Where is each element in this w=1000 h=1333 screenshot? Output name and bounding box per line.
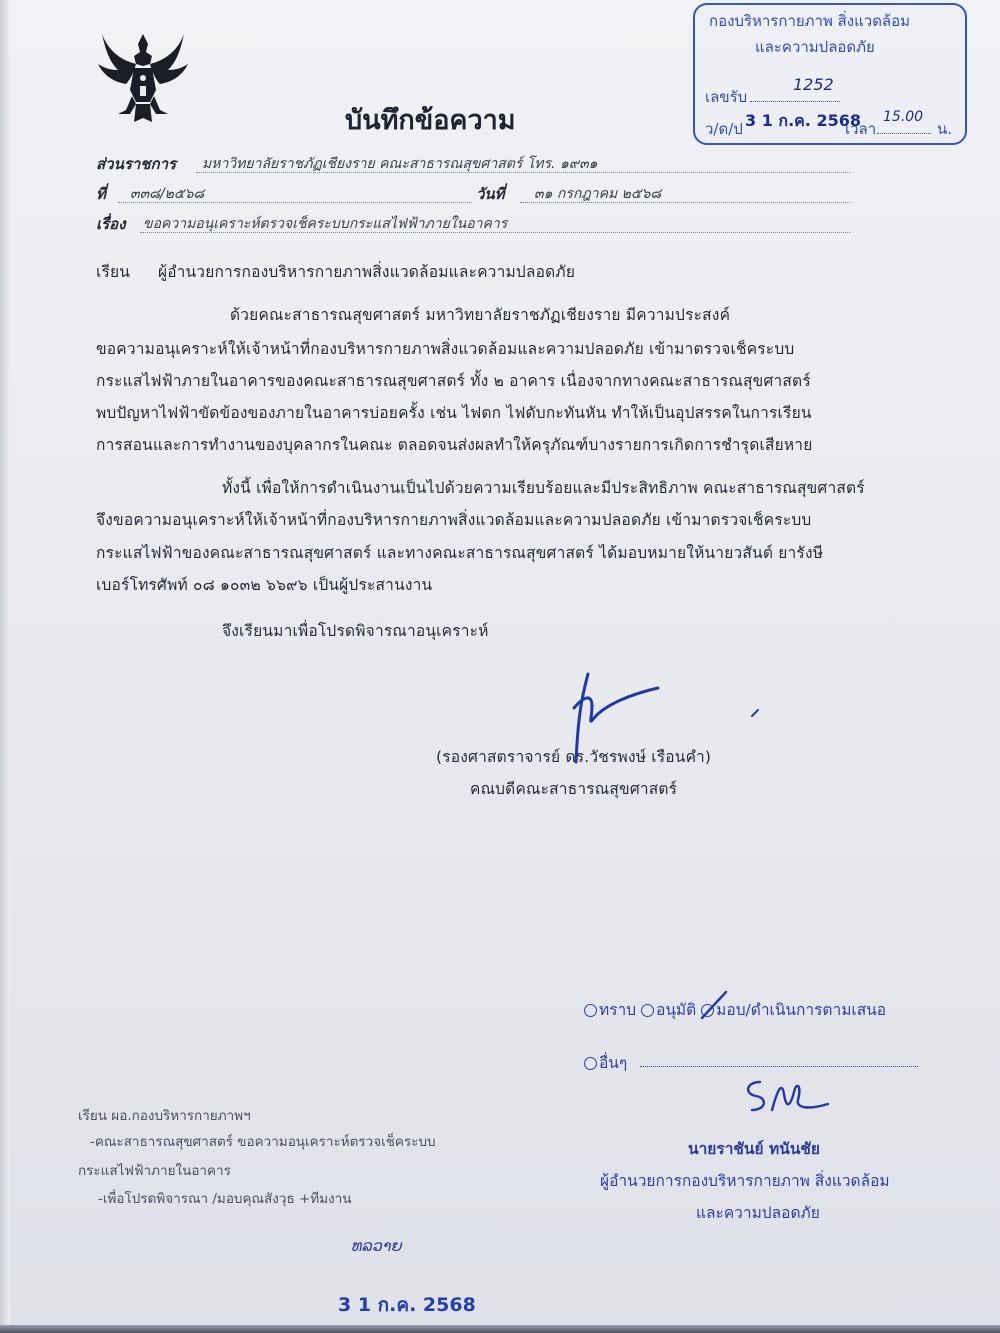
- stamp-time-label: เวลา: [845, 120, 877, 138]
- stamp-dept-line2: และความปลอดภัย: [755, 38, 875, 56]
- page-title: บันทึกข้อความ: [345, 105, 516, 136]
- stamp-time-dots: [877, 133, 931, 134]
- option-assign: มอบ/ดำเนินการตามเสนอ: [716, 1001, 887, 1019]
- stamp-time-value: 15.00: [883, 109, 924, 125]
- option-approve: อนุมัติ: [656, 1001, 697, 1019]
- director-name: นายราชันย์ ทนันชัย: [688, 1140, 821, 1158]
- dept-dots: [196, 172, 850, 173]
- subject-value: ขอความอนุเคราะห์ตรวจเช็คระบบกระแสไฟฟ้าภายในอาคาร: [143, 216, 508, 232]
- stamp-receipt-number: 1252: [793, 75, 834, 94]
- ink-mark: [750, 706, 762, 718]
- paragraph-2-line-4: เบอร์โทรศัพท์ ๐๘ ๑๐๓๒ ๖๖๙๖ เป็นผู้ประสานงาน: [96, 576, 433, 594]
- paragraph-1-line-4: พบปัญหาไฟฟ้าขัดข้องของภายในอาคารบ่อยครั้ง เช่น ไฟตก ไฟดับกะทันหัน ทำให้เป็นอุปสรรคในการเรียน: [96, 404, 812, 422]
- paragraph-1-line-1: ด้วยคณะสาธารณสุขศาสตร์ มหาวิทยาลัยราชภัฏเชียงราย มีความประสงค์: [230, 306, 731, 324]
- paragraph-2-line-2: จึงขอความอนุเคราะห์ให้เจ้าหน้าที่กองบริหารกายภาพสิ่งแวดล้อมและความปลอดภัย เข้ามาตรวจเช็คระบบ: [96, 511, 812, 529]
- stamp-receipt-dots: [750, 101, 840, 102]
- approval-other-option: [584, 1050, 627, 1075]
- paragraph-2-line-1: ทั้งนี้ เพื่อให้การดำเนินงานเป็นไปด้วยความเรียบร้อยและมีประสิทธิภาพ คณะสาธารณสุขศาสตร์: [222, 479, 865, 497]
- note-line-4: -เพื่อโปรดพิจารณา /มอบคุณสังวุธ +ทีมงาน: [98, 1191, 352, 1207]
- stamp-dept-line1: กองบริหารกายภาพ สิ่งแวดล้อม: [709, 12, 911, 30]
- stamp-date-value: 3 1 ก.ค. 2568: [745, 111, 862, 130]
- option-acknowledge: ทราบ: [599, 1001, 637, 1019]
- dept-label: ส่วนราชการ: [96, 155, 177, 173]
- salutation-recipient: ผู้อำนวยการกองบริหารกายภาพสิ่งแวดล้อมและความปลอดภัย: [158, 263, 576, 281]
- paragraph-1-line-2: ขอความอนุเคราะห์ให้เจ้าหน้าที่กองบริหารกายภาพสิ่งแวดล้อมและความปลอดภัย เข้ามาตรวจเช็คระบบ: [96, 340, 795, 358]
- subject-label: เรื่อง: [96, 215, 126, 233]
- checkbox-approve[interactable]: [641, 1004, 654, 1017]
- stamp-receipt-label: เลขรับ: [705, 88, 748, 106]
- staff-initials: ທລວາຍ: [352, 1236, 403, 1255]
- date-dots: [520, 202, 850, 203]
- closing-line: จึงเรียนมาเพื่อโปรดพิจารณาอนุเคราะห์: [222, 622, 489, 640]
- subject-dots: [140, 232, 850, 233]
- note-line-1: เรียน ผอ.กองบริหารกายภาพฯ: [78, 1108, 251, 1124]
- garuda-emblem-icon: [96, 30, 190, 126]
- salutation-label: เรียน: [96, 263, 131, 281]
- signatory-position: คณบดีคณะสาธารณสุขศาสตร์: [470, 780, 678, 798]
- note-line-3: กระแสไฟฟ้าภายในอาคาร: [78, 1163, 231, 1179]
- date-value: ๓๑ กรกฎาคม ๒๕๖๘: [534, 186, 662, 202]
- other-dots: [640, 1066, 918, 1067]
- stamp-date-label: ว/ด/ป: [705, 120, 743, 138]
- option-other: อื่นๆ: [599, 1054, 628, 1072]
- note-line-2: -คณะสาธารณสุขศาสตร์ ขอความอนุเคราะห์ตรวจเช็คระบบ: [90, 1134, 436, 1150]
- ref-dots: [118, 202, 472, 203]
- date-stamp: 3 1 ก.ค. 2568: [338, 1294, 476, 1316]
- page-edge-bottom: [0, 1325, 1000, 1333]
- director-signature: [738, 1074, 838, 1124]
- receipt-stamp: [693, 3, 967, 145]
- stamp-time-unit: น.: [937, 120, 953, 138]
- paragraph-2-line-3: กระแสไฟฟ้าของคณะสาธารณสุขศาสตร์ และทางคณะสาธารณสุขศาสตร์ ได้มอบหมายให้นายวสันต์ ยารังษี: [96, 544, 824, 562]
- approval-options: [584, 997, 886, 1022]
- dept-value: มหาวิทยาลัยราชภัฏเชียงราย คณะสาธารณสุขศาสตร์ โทร. ๑๙๓๑: [202, 156, 598, 172]
- checkbox-other[interactable]: [584, 1057, 597, 1070]
- signatory-name: (รองศาสตราจารย์ ดร.วัชรพงษ์ เรือนคำ): [436, 748, 712, 766]
- date-label: วันที่: [476, 185, 505, 203]
- checkbox-acknowledge[interactable]: [584, 1004, 597, 1017]
- director-position-line-1: ผู้อำนวยการกองบริหารกายภาพ สิ่งแวดล้อม: [600, 1172, 890, 1190]
- ref-number: ๓๓๘/๒๕๖๘: [130, 186, 205, 202]
- director-position-line-2: และความปลอดภัย: [696, 1204, 820, 1222]
- paragraph-1-line-5: การสอนและการทำงานของบุคลากรในคณะ ตลอดจนส่งผลทำให้ครุภัณฑ์บางรายการเกิดการชำรุดเสียหาย: [96, 436, 813, 454]
- page-edge-left: [0, 0, 10, 1333]
- ref-label: ที่: [96, 185, 106, 203]
- approval-check-mark: [700, 990, 730, 1022]
- paragraph-1-line-3: กระแสไฟฟ้าภายในอาคารของคณะสาธารณสุขศาสตร์ ทั้ง ๒ อาคาร เนื่องจากทางคณะสาธารณสุขศาสตร์: [96, 372, 811, 390]
